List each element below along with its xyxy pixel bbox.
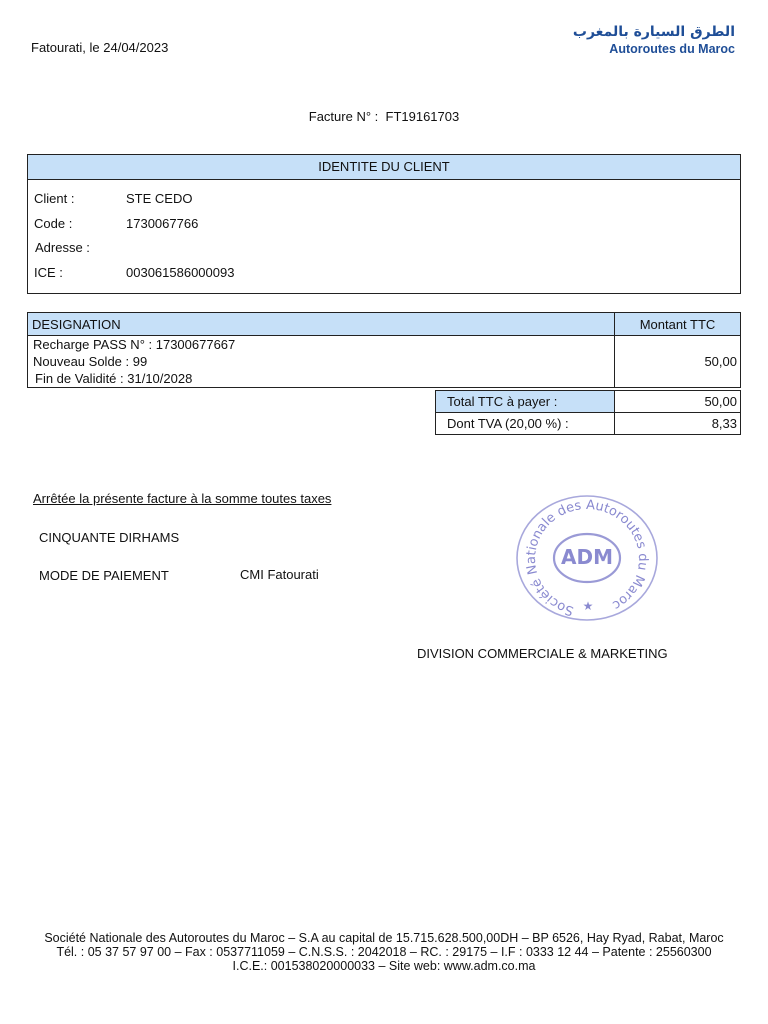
designation-header-row — [28, 313, 741, 336]
new-balance-line: Nouveau Solde : 99 — [33, 354, 148, 369]
footer-line-ice: I.C.E.: 001538020000033 – Site web: www.adm.co.ma — [232, 959, 536, 973]
total-value: 50,00 — [615, 391, 741, 413]
table-row — [28, 336, 741, 388]
client-identity-box — [27, 154, 741, 294]
adm-stamp — [512, 494, 662, 622]
client-value: STE CEDO — [126, 191, 193, 206]
code-value: 1730067766 — [126, 216, 199, 231]
amount-cell: 50,00 — [615, 336, 741, 388]
ice-value: 003061586000093 — [126, 265, 235, 280]
tva-label: Dont TVA (20,00 %) : — [436, 413, 615, 435]
total-label: Total TTC à payer : — [436, 391, 615, 413]
arretee-statement: Arrêtée la présente facture à la somme toutes taxes — [33, 491, 332, 506]
client-label: Client : — [34, 191, 75, 206]
address-label: Adresse : — [35, 240, 90, 255]
invoice-number: FT19161703 — [385, 109, 460, 124]
stamp-center-text: ADM — [561, 545, 613, 569]
footer-line-contacts: Tél. : 05 37 57 97 00 – Fax : 0537711059 – C.N.S.S. : 2042018 – RC. : 29175 – I.F : 0333 12 44 – Patente : 25560300 — [56, 945, 712, 959]
stamp-ring-text: Société Nationale des Autoroutes du Maroc — [523, 497, 651, 619]
tva-value: 8,33 — [615, 413, 741, 435]
recharge-pass-line: Recharge PASS N° : 17300677667 — [33, 337, 236, 352]
designation-column-header: DESIGNATION — [28, 313, 615, 336]
amount-in-words: CINQUANTE DIRHAMS — [39, 530, 180, 545]
payment-mode-label: MODE DE PAIEMENT — [39, 568, 169, 583]
invoice-number-label: Facture N° : — [308, 109, 379, 124]
footer-line-company: Société Nationale des Autoroutes du Maroc – S.A au capital de 15.715.628.500,00DH – BP 6526, Hay Ryad, Rabat, Maroc — [44, 931, 724, 945]
designation-cell — [28, 336, 615, 388]
invoice-number-line — [0, 109, 768, 124]
amount-column-header: Montant TTC — [615, 313, 741, 336]
tva-row — [436, 413, 741, 435]
logo-arabic-text: الطرق السيارة بالمغرب — [572, 24, 735, 40]
ice-label: ICE : — [34, 265, 63, 280]
total-row — [436, 391, 741, 413]
stamp-star-icon: ★ — [582, 599, 594, 613]
division-signature: DIVISION COMMERCIALE & MARKETING — [417, 646, 668, 661]
logo-french-text: Autoroutes du Maroc — [609, 42, 735, 56]
adm-logo — [573, 24, 735, 56]
designation-table — [27, 312, 741, 388]
validity-line: Fin de Validité : 31/10/2028 — [35, 371, 193, 386]
code-label: Code : — [34, 216, 73, 231]
client-section-title: IDENTITE DU CLIENT — [28, 155, 740, 180]
company-footer — [0, 931, 768, 973]
payment-mode-value: CMI Fatourati — [240, 567, 319, 582]
invoice-date: Fatourati, le 24/04/2023 — [31, 40, 169, 55]
totals-table — [435, 390, 741, 435]
